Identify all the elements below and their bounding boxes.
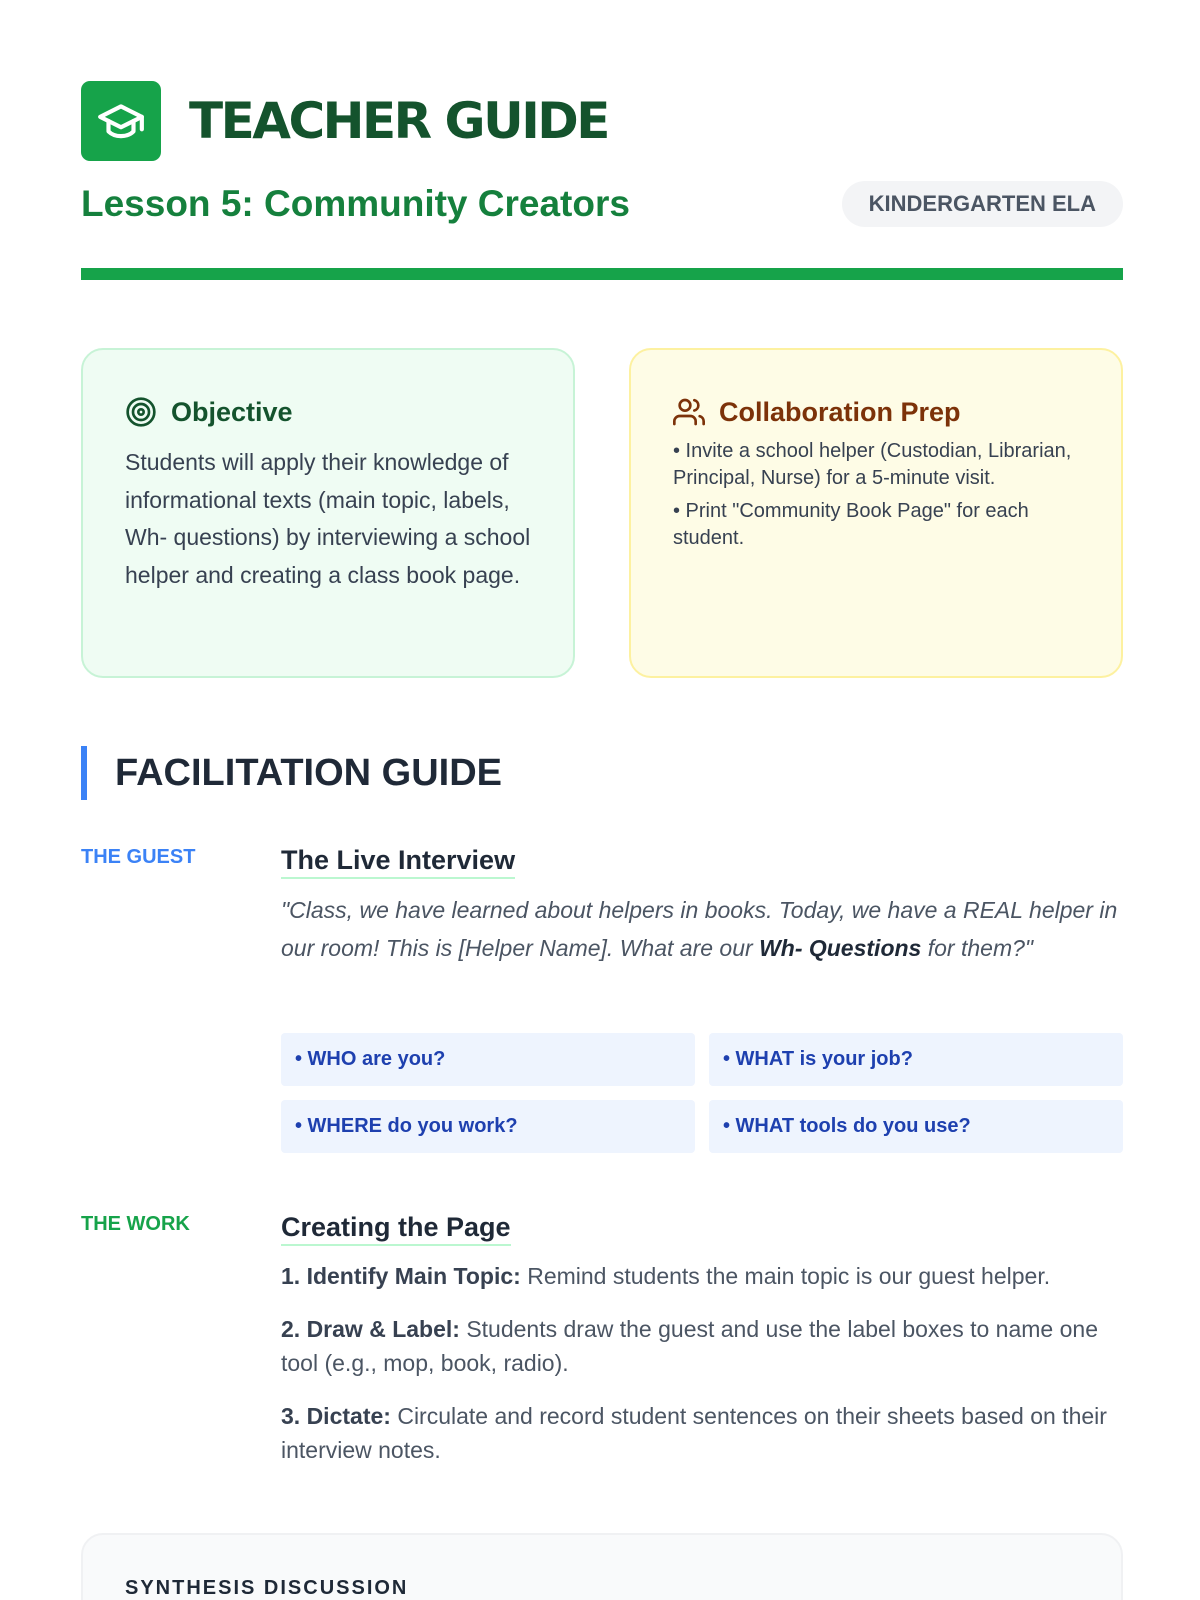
step-item — [281, 1399, 1123, 1467]
collaboration-card — [629, 348, 1123, 678]
objective-header — [125, 394, 531, 430]
step-label: 2. Draw & Label: — [281, 1316, 460, 1342]
synthesis-label: SYNTHESIS DISCUSSION — [125, 1577, 409, 1599]
guest-section-label: THE GUEST — [81, 846, 196, 868]
list-item: • Print "Community Book Page" for each student. — [673, 500, 1029, 549]
objective-card — [81, 348, 575, 678]
page-header — [81, 81, 1123, 224]
question-what-tools: • WHAT tools do you use? — [709, 1100, 1123, 1153]
interview-title: The Live Interview — [281, 843, 515, 879]
objective-text: Students will apply their knowledge of informational texts (main topic, labels, Wh- questions) by interviewing a school helper and creating a class book page. — [125, 449, 531, 588]
header-divider — [81, 268, 1123, 280]
creating-page-title: Creating the Page — [281, 1210, 511, 1246]
step-label: 1. Identify Main Topic: — [281, 1263, 521, 1289]
collaboration-heading: Collaboration Prep — [719, 396, 961, 427]
quote-text-start: "Class, we have learned about helpers in books. Today, we have a REAL helper in our room! This is [Helper Name]. What are our — [281, 897, 1118, 961]
objective-heading: Objective — [171, 396, 293, 427]
lesson-row — [81, 181, 1123, 227]
step-text: Circulate and record student sentences on their sheets based on their interview notes. — [281, 1403, 1107, 1463]
facilitation-heading: FACILITATION GUIDE — [81, 746, 502, 800]
page-title: TEACHER GUIDE — [189, 92, 608, 150]
brand-row — [81, 81, 1123, 161]
lesson-title: Lesson 5: Community Creators — [81, 183, 630, 224]
grade-badge: KINDERGARTEN ELA — [842, 181, 1123, 227]
collaboration-list — [673, 438, 1079, 551]
quote-text-end: for them?" — [921, 934, 1034, 961]
target-icon — [125, 396, 157, 428]
work-steps — [281, 1259, 1123, 1486]
step-item — [281, 1259, 1123, 1293]
teacher-script-quote — [281, 892, 1123, 967]
wh-questions-grid — [281, 1033, 1123, 1153]
quote-emphasis: Wh- Questions — [759, 934, 922, 961]
graduation-cap-icon — [81, 81, 161, 161]
list-item: • Invite a school helper (Custodian, Librarian, Principal, Nurse) for a 5-minute visit. — [673, 440, 1072, 489]
collaboration-header — [673, 394, 1079, 430]
question-what-job: • WHAT is your job? — [709, 1033, 1123, 1086]
synthesis-card — [81, 1533, 1123, 1600]
users-icon — [673, 396, 705, 428]
step-text: Remind students the main topic is our guest helper. — [520, 1263, 1051, 1289]
question-who: • WHO are you? — [281, 1033, 695, 1086]
question-where: • WHERE do you work? — [281, 1100, 695, 1153]
step-label: 3. Dictate: — [281, 1403, 391, 1429]
step-text: Students draw the guest and use the label boxes to name one tool (e.g., mop, book, radio). — [281, 1316, 1098, 1376]
step-item — [281, 1312, 1123, 1380]
work-section-label: THE WORK — [81, 1213, 190, 1235]
